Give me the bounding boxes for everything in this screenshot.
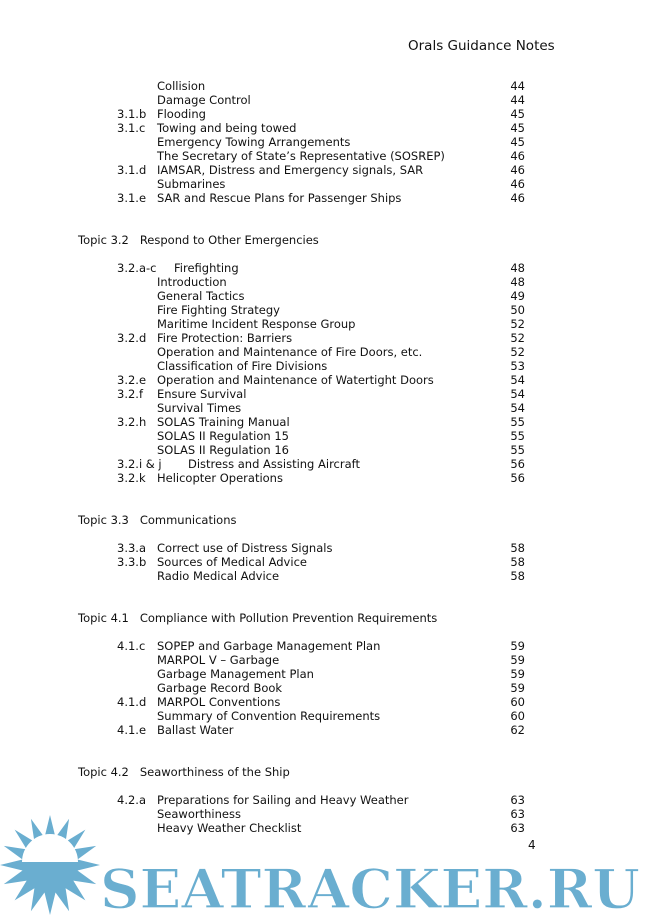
entry-title: Emergency Towing Arrangements [157,135,351,149]
section-number: 4.1.c [117,639,146,653]
entry-title: Submarines [157,177,226,191]
entry-title: Garbage Management Plan [157,667,314,681]
topic-heading [0,233,652,247]
toc-entry [0,793,652,807]
page-ref: 56 [510,471,525,485]
entry-title: Distress and Assisting Aircraft [188,457,361,471]
entry-title: Ensure Survival [157,387,247,401]
section-number: 3.2.a-c [117,261,157,275]
toc-entry [0,177,652,191]
entry-title: General Tactics [157,289,245,303]
page-ref: 62 [510,723,525,737]
page-ref: 50 [510,303,525,317]
section-number: 3.3.b [117,555,147,569]
page-ref: 45 [510,107,525,121]
topic-title: Topic 3.3 Communications [78,513,237,527]
toc-entry [0,667,652,681]
entry-title: Radio Medical Advice [157,569,280,583]
toc-entry [0,653,652,667]
toc-entry [0,93,652,107]
page-ref: 58 [510,569,525,583]
page-ref: 55 [510,415,525,429]
entry-title: Seaworthiness [157,807,241,821]
entry-title: SOLAS Training Manual [157,415,290,429]
page-ref: 54 [510,373,525,387]
entry-title: SAR and Rescue Plans for Passenger Ships [157,191,402,205]
page-ref: 56 [510,457,525,471]
table-of-contents [0,79,652,835]
entry-title: Maritime Incident Response Group [157,317,356,331]
toc-entry [0,303,652,317]
page-ref: 59 [510,639,525,653]
page-ref: 44 [510,79,525,93]
entry-title: Damage Control [157,93,251,107]
page-ref: 46 [510,191,525,205]
entry-title: Operation and Maintenance of Watertight Doors [157,373,434,387]
toc-entry [0,541,652,555]
toc-entry [0,401,652,415]
entry-title: IAMSAR, Distress and Emergency signals, SAR [157,163,424,177]
entry-title: Towing and being towed [157,121,297,135]
topic-title: Topic 4.2 Seaworthiness of the Ship [78,765,290,779]
toc-entry [0,79,652,93]
page-ref: 63 [510,807,525,821]
toc-entry [0,457,652,471]
toc-entry [0,443,652,457]
entry-title: Summary of Convention Requirements [157,709,381,723]
toc-entry [0,331,652,345]
page-ref: 55 [510,443,525,457]
entry-title: Flooding [157,107,206,121]
page-ref: 52 [510,345,525,359]
section-number: 3.2.h [117,415,147,429]
toc-entry [0,681,652,695]
page-ref: 46 [510,163,525,177]
toc-entry [0,639,652,653]
toc-entry [0,429,652,443]
page-ref: 52 [510,331,525,345]
section-number: 4.1.e [117,723,147,737]
page-ref: 58 [510,555,525,569]
page-ref: 53 [510,359,525,373]
page-ref: 49 [510,289,525,303]
page-ref: 59 [510,653,525,667]
page-ref: 45 [510,121,525,135]
topic-title: Topic 4.1 Compliance with Pollution Prevention Requirements [78,611,438,625]
toc-entry [0,289,652,303]
toc-entry [0,275,652,289]
entry-title: Classification of Fire Divisions [157,359,328,373]
page-ref: 63 [510,793,525,807]
toc-entry [0,555,652,569]
running-header: Orals Guidance Notes [408,38,555,54]
section-number: 3.2.e [117,373,147,387]
toc-entry [0,149,652,163]
entry-title: Garbage Record Book [157,681,283,695]
section-number: 4.1.d [117,695,147,709]
entry-title: Fire Protection: Barriers [157,331,293,345]
toc-entry [0,135,652,149]
entry-title: Survival Times [157,401,242,415]
page-ref: 59 [510,667,525,681]
page-ref: 46 [510,149,525,163]
topic-heading [0,513,652,527]
entry-title: Helicopter Operations [157,471,283,485]
watermark-logo [0,810,652,915]
section-number: 3.3.a [117,541,146,555]
toc-entry [0,121,652,135]
watermark-text: SEATRACKER.RU [100,857,640,915]
entry-title: Firefighting [174,261,239,275]
topic-title: Topic 3.2 Respond to Other Emergencies [78,233,319,247]
section-number: 3.1.e [117,191,147,205]
entry-title: SOLAS II Regulation 15 [157,429,289,443]
page-ref: 54 [510,387,525,401]
entry-title: Collision [157,79,206,93]
entry-title: The Secretary of State’s Representative (SOSREP) [157,149,445,163]
page-ref: 52 [510,317,525,331]
section-number: 3.1.b [117,107,147,121]
entry-title: Correct use of Distress Signals [157,541,333,555]
page-ref: 63 [510,821,525,835]
section-number: 3.1.c [117,121,146,135]
page-ref: 54 [510,401,525,415]
section-number: 4.2.a [117,793,146,807]
toc-entry [0,709,652,723]
entry-title: Ballast Water [157,723,234,737]
toc-entry [0,373,652,387]
sun-icon [0,815,100,915]
topic-heading [0,765,652,779]
toc-entry [0,569,652,583]
page-ref: 59 [510,681,525,695]
toc-entry [0,387,652,401]
toc-entry [0,471,652,485]
entry-title: SOPEP and Garbage Management Plan [157,639,381,653]
page-ref: 60 [510,695,525,709]
page-ref: 46 [510,177,525,191]
section-number: 3.2.k [117,471,146,485]
section-number: 3.1.d [117,163,147,177]
toc-entry [0,415,652,429]
page-ref: 44 [510,93,525,107]
section-number: 3.2.i & j [117,457,162,471]
section-number: 3.2.f [117,387,143,401]
toc-entry [0,191,652,205]
entry-title: Heavy Weather Checklist [157,821,302,835]
toc-entry [0,723,652,737]
page-ref: 55 [510,429,525,443]
section-number: 3.2.d [117,331,147,345]
toc-entry [0,345,652,359]
entry-title: MARPOL V – Garbage [157,653,280,667]
page-ref: 48 [510,275,525,289]
entry-title: Preparations for Sailing and Heavy Weather [157,793,409,807]
toc-entry [0,163,652,177]
page-ref: 45 [510,135,525,149]
toc-entry [0,317,652,331]
toc-entry [0,695,652,709]
topic-heading [0,611,652,625]
entry-title: Introduction [157,275,227,289]
page-ref: 48 [510,261,525,275]
entry-title: Fire Fighting Strategy [157,303,280,317]
entry-title: Operation and Maintenance of Fire Doors, etc. [157,345,423,359]
page-ref: 60 [510,709,525,723]
page-ref: 58 [510,541,525,555]
toc-entry [0,261,652,275]
toc-entry [0,359,652,373]
page-number: 4 [528,838,536,852]
toc-entry [0,107,652,121]
entry-title: MARPOL Conventions [157,695,281,709]
entry-title: Sources of Medical Advice [157,555,307,569]
entry-title: SOLAS II Regulation 16 [157,443,289,457]
